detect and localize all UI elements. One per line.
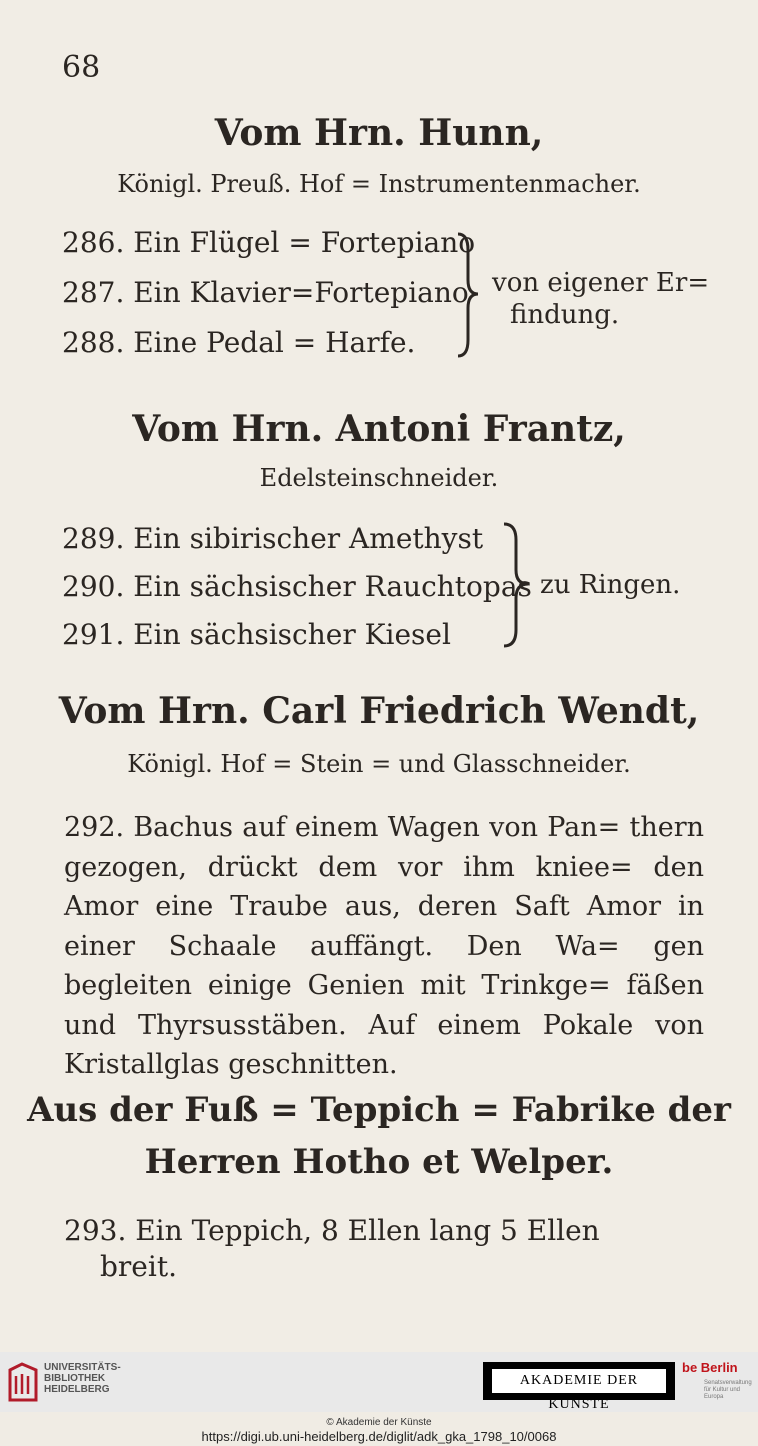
item-287: 287. Ein Klavier=Fortepiano [62,276,469,309]
berlin-logo-title: be Berlin [682,1360,738,1375]
page-number: 68 [62,50,101,85]
note-hunn-1: von eigener Er= [492,268,710,298]
heading-hotho-2: Herren Hotho et Welper. [144,1142,614,1182]
note-frantz: zu Ringen. [540,570,681,600]
ub-logo-text: UNIVERSITÄTS- BIBLIOTHEK HEIDELBERG [44,1362,121,1395]
subtitle-frantz: Edelsteinschneider. [259,464,499,492]
item-289: 289. Ein sibirischer Amethyst [62,522,484,555]
copyright-notice: © Akademie der Künste [326,1417,432,1428]
brace-icon [452,230,482,360]
item-291: 291. Ein sächsischer Kiesel [62,618,451,651]
berlin-logo-sub: Senatsverwaltung für Kultur und Europa [704,1380,752,1400]
heading-frantz: Vom Hrn. Antoni Frantz, [132,408,626,450]
subtitle-wendt: Königl. Hof = Stein = und Glasschneider. [127,750,631,778]
heading-wendt: Vom Hrn. Carl Friedrich Wendt, [58,690,700,732]
brace-icon [498,520,532,650]
item-288: 288. Eine Pedal = Harfe. [62,326,416,359]
item-286: 286. Ein Flügel = Fortepiano [62,226,476,259]
source-url[interactable]: https://digi.ub.uni-heidelberg.de/diglit/adk_gka_1798_10/0068 [201,1429,557,1444]
item-293-cont: breit. [100,1250,177,1283]
subtitle-hunn: Königl. Preuß. Hof = Instrumentenmacher. [117,170,641,198]
library-icon [8,1362,38,1402]
ub-heidelberg-logo[interactable] [8,1360,158,1404]
berlin-logo[interactable] [682,1360,752,1404]
heading-hunn: Vom Hrn. Hunn, [214,112,544,154]
item-293: 293. Ein Teppich, 8 Ellen lang 5 Ellen [64,1214,600,1247]
akademie-label: AKADEMIE DER KÜNSTE [492,1369,666,1393]
heading-hotho-1: Aus der Fuß = Teppich = Fabrike der [27,1090,731,1130]
akademie-logo[interactable] [483,1362,675,1412]
note-hunn-2: findung. [510,300,620,330]
item-290: 290. Ein sächsischer Rauchtopas [62,570,532,603]
item-292: 292. Bachus auf einem Wagen von Pan= thern gezogen, drückt dem vor ihm kniee= den Amor eine Traube aus, deren Saft Amor in einer Schaale auffängt. Den Wa= gen begleiten einige Genien mit Trinkge= fäßen und Thyrsusstäben. Auf einem Pokale von Kristallglas geschnitten. [64,812,704,1080]
